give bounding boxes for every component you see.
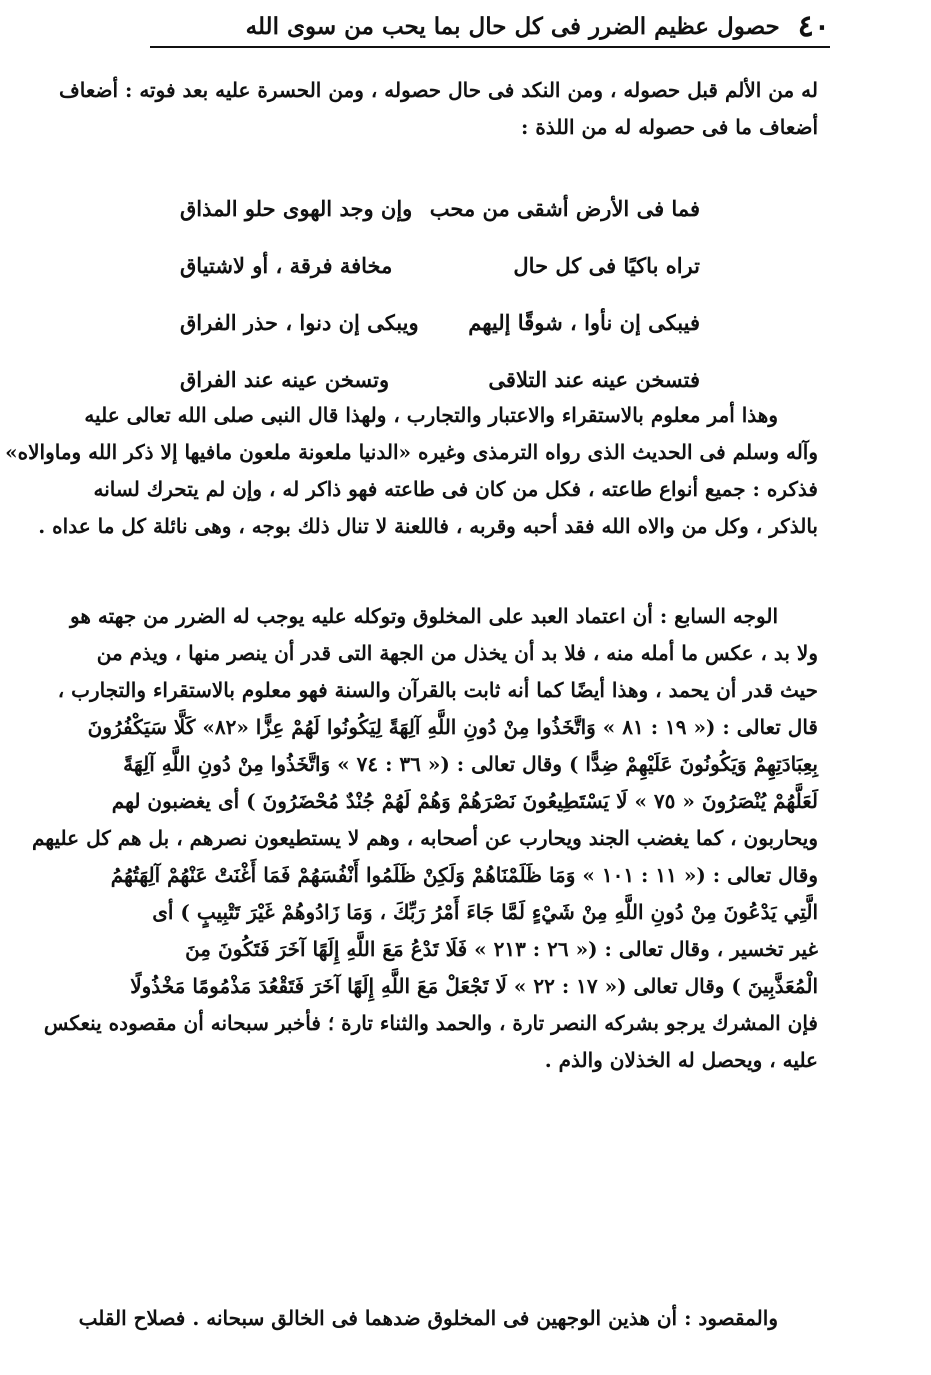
verse-first-hemistich: فتسخن عينه عند التلاقى xyxy=(488,367,700,392)
verse-first-hemistich: فما فى الأرض أشقى من محب xyxy=(429,196,700,221)
text-line: ويحاربون ، كما يغضب الجند ويحارب عن أصحابه ، وهم لا يستطيعون نصرهم ، بل هم كل عليهم xyxy=(31,826,818,850)
text-line: له من الألم قبل حصوله ، ومن النكد فى حال حصوله ، ومن الحسرة عليه بعد فوته : أضعاف xyxy=(59,78,818,102)
page-header xyxy=(150,6,830,48)
paragraph-4 xyxy=(66,1300,818,1337)
quran-line: قال تعالى : (« ١٩ : ٨١ » وَاتَّخَذُوا مِنْ دُونِ اللَّهِ آلِهَةً لِيَكُونُوا لَهُمْ عِزًّا «٨٢» كَلَّا سَيَكْفُرُونَ xyxy=(87,715,818,739)
paragraph-3 xyxy=(31,598,818,1079)
quran-line: لَعَلَّهُمْ يُنْصَرُونَ « ٧٥ » لَا يَسْتَطِيعُونَ نَصْرَهُمْ وَهُمْ لَهُمْ جُنْدٌ مُحْضَرُونَ ) أى يغضبون لهم xyxy=(111,789,818,813)
verse-second-hemistich: مخافة فرقة ، أو لاشتياق xyxy=(180,253,393,278)
poem-verse xyxy=(180,180,700,237)
quran-line: وقال تعالى : (« ١١ : ١٠١ » وَمَا ظَلَمْنَاهُمْ وَلَكِنْ ظَلَمُوا أَنْفُسَهُمْ فَمَا أَغْنَتْ عَنْهُمْ آلِهَتُهُمُ xyxy=(110,863,818,887)
text-line: والمقصود : أن هذين الوجهين فى المخلوق ضدهما فى الخالق سبحانه . فصلاح القلب xyxy=(78,1306,778,1330)
text-line: أضعاف ما فى حصوله له من اللذة : xyxy=(520,115,818,139)
running-title: حصول عظيم الضرر فى كل حال بما يحب من سوى الله xyxy=(245,12,780,40)
page-number: ٤٠ xyxy=(797,8,830,44)
text-line: وآله وسلم فى الحديث الذى رواه الترمذى وغيره «الدنيا ملعونة ملعون مافيها إلا ذكر الله وماوالاه» xyxy=(5,440,818,464)
verse-first-hemistich: تراه باكيًا فى كل حال xyxy=(513,253,700,278)
text-line: فذكره : جميع أنواع طاعته ، فكل من كان فى طاعته فهو ذاكر له ، وإن لم يتحرك لسانه xyxy=(93,477,818,501)
text-line: الوجه السابع : أن اعتماد العبد على المخلوق وتوكله عليه يوجب له الضرر من جهته هو xyxy=(70,604,778,628)
poem-verse xyxy=(180,237,700,294)
quran-line: غير تخسير ، وقال تعالى : (« ٢٦ : ٢١٣ » فَلَا تَدْعُ مَعَ اللَّهِ إِلَهًا آخَرَ فَتَكُونَ مِنَ xyxy=(185,937,818,961)
text-line: وهذا أمر معلوم بالاستقراء والاعتبار والتجارب ، ولهذا قال النبى صلى الله تعالى عليه xyxy=(84,403,778,427)
verse-second-hemistich: ويبكى إن دنوا ، حذر الفراق xyxy=(180,310,419,335)
quran-line: الْمُعَذَّبِينَ ) وقال تعالى (« ١٧ : ٢٢ » لَا تَجْعَلْ مَعَ اللَّهِ إِلَهًا آخَرَ فَتَقْعُدَ مَذْمُومًا مَخْذُولًا xyxy=(130,974,818,998)
quran-line: بِعِبَادَتِهِمْ وَيَكُونُونَ عَلَيْهِمْ ضِدًّا ) وقال تعالى : (« ٣٦ : ٧٤ » وَاتَّخَذُوا مِنْ دُونِ اللَّهِ آلِهَةً xyxy=(123,752,818,776)
text-line: عليه ، ويحصل له الخذلان والذم . xyxy=(544,1048,818,1072)
poem xyxy=(180,180,700,408)
text-line: حيث قدر أن يحمد ، وهذا أيضًا كما أنه ثابت بالقرآن والسنة فهو معلوم بالاستقراء والتجارب ، xyxy=(57,678,818,702)
paragraph-2 xyxy=(5,397,818,545)
poem-verse xyxy=(180,294,700,351)
verse-second-hemistich: وإن وجد الهوى حلو المذاق xyxy=(180,196,413,221)
paragraph-1 xyxy=(59,72,818,146)
verse-first-hemistich: فيبكى إن نأوا ، شوقًا إليهم xyxy=(468,310,700,335)
text-line: ولا بد ، عكس ما أمله منه ، فلا بد أن يخذل من الجهة التى قدر أن ينصر منها ، ويذم من xyxy=(96,641,818,665)
text-line: بالذكر ، وكل من والاه الله فقد أحبه وقربه ، فاللعنة لا تنال ذلك بوجه ، وهى نائلة كل ما عداه . xyxy=(38,514,818,538)
quran-line: الَّتِي يَدْعُونَ مِنْ دُونِ اللَّهِ مِنْ شَيْءٍ لَمَّا جَاءَ أَمْرُ رَبِّكَ ، وَمَا زَادُوهُمْ غَيْرَ تَتْبِيبٍ ) أى xyxy=(152,900,818,924)
verse-second-hemistich: وتسخن عينه عند الفراق xyxy=(180,367,390,392)
text-line: فإن المشرك يرجو بشركه النصر تارة ، والحمد والثناء تارة ؛ فأخبر سبحانه أن مقصوده ينعكس xyxy=(43,1011,818,1035)
